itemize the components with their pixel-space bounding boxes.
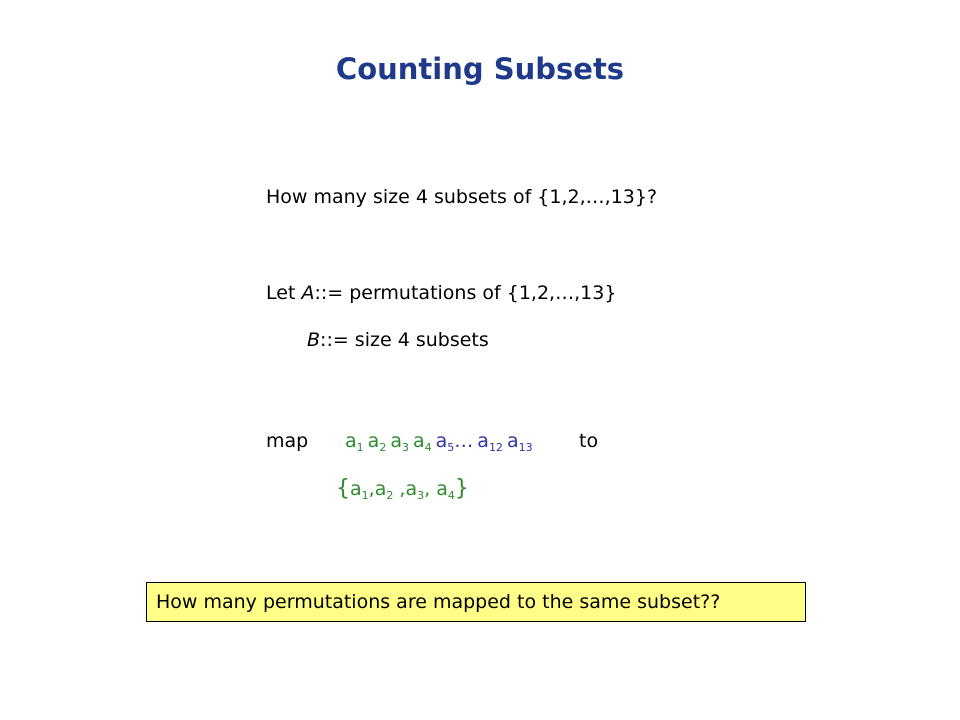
map-to-label: to: [579, 430, 599, 452]
subset-open-brace: {: [336, 476, 350, 501]
sequence-term-12: $a_{12}$: [477, 430, 503, 454]
sequence-term-3: $a_3$: [390, 430, 409, 454]
sequence-term-5: $a_5\dots$: [435, 430, 474, 454]
question-text: How many size 4 subsets of {1,2,…,13}?: [266, 186, 658, 208]
subset-element-4: $a_4$: [436, 478, 455, 502]
definition-b-text: ::= size 4 subsets: [320, 329, 489, 351]
definition-b: [307, 329, 489, 351]
question-callout: How many permutations are mapped to the same subset??: [146, 582, 806, 622]
definition-a-prefix: Let: [266, 282, 302, 304]
permutation-sequence: [345, 430, 537, 454]
subset-close-brace: }: [454, 476, 469, 501]
subset-expression: [336, 476, 469, 502]
sequence-term-1: $a_1$: [345, 430, 364, 454]
subset-element-1: $a_1$,: [350, 478, 375, 502]
definition-a-text: ::= permutations of {1,2,…,13}: [314, 282, 617, 304]
subset-element-3: $a_3$,: [405, 478, 437, 502]
definition-a-variable: A: [301, 282, 315, 304]
sequence-term-13: $a_{13}$: [506, 430, 533, 454]
map-label: map: [266, 430, 309, 452]
definition-a: [266, 282, 616, 304]
sequence-term-2: $a_2$: [367, 430, 387, 454]
subset-element-2: $a_2$ ,: [374, 478, 406, 502]
slide-title: Counting Subsets: [335, 52, 625, 86]
sequence-term-4: $a_4$: [412, 430, 432, 454]
definition-b-variable: B: [307, 329, 321, 351]
